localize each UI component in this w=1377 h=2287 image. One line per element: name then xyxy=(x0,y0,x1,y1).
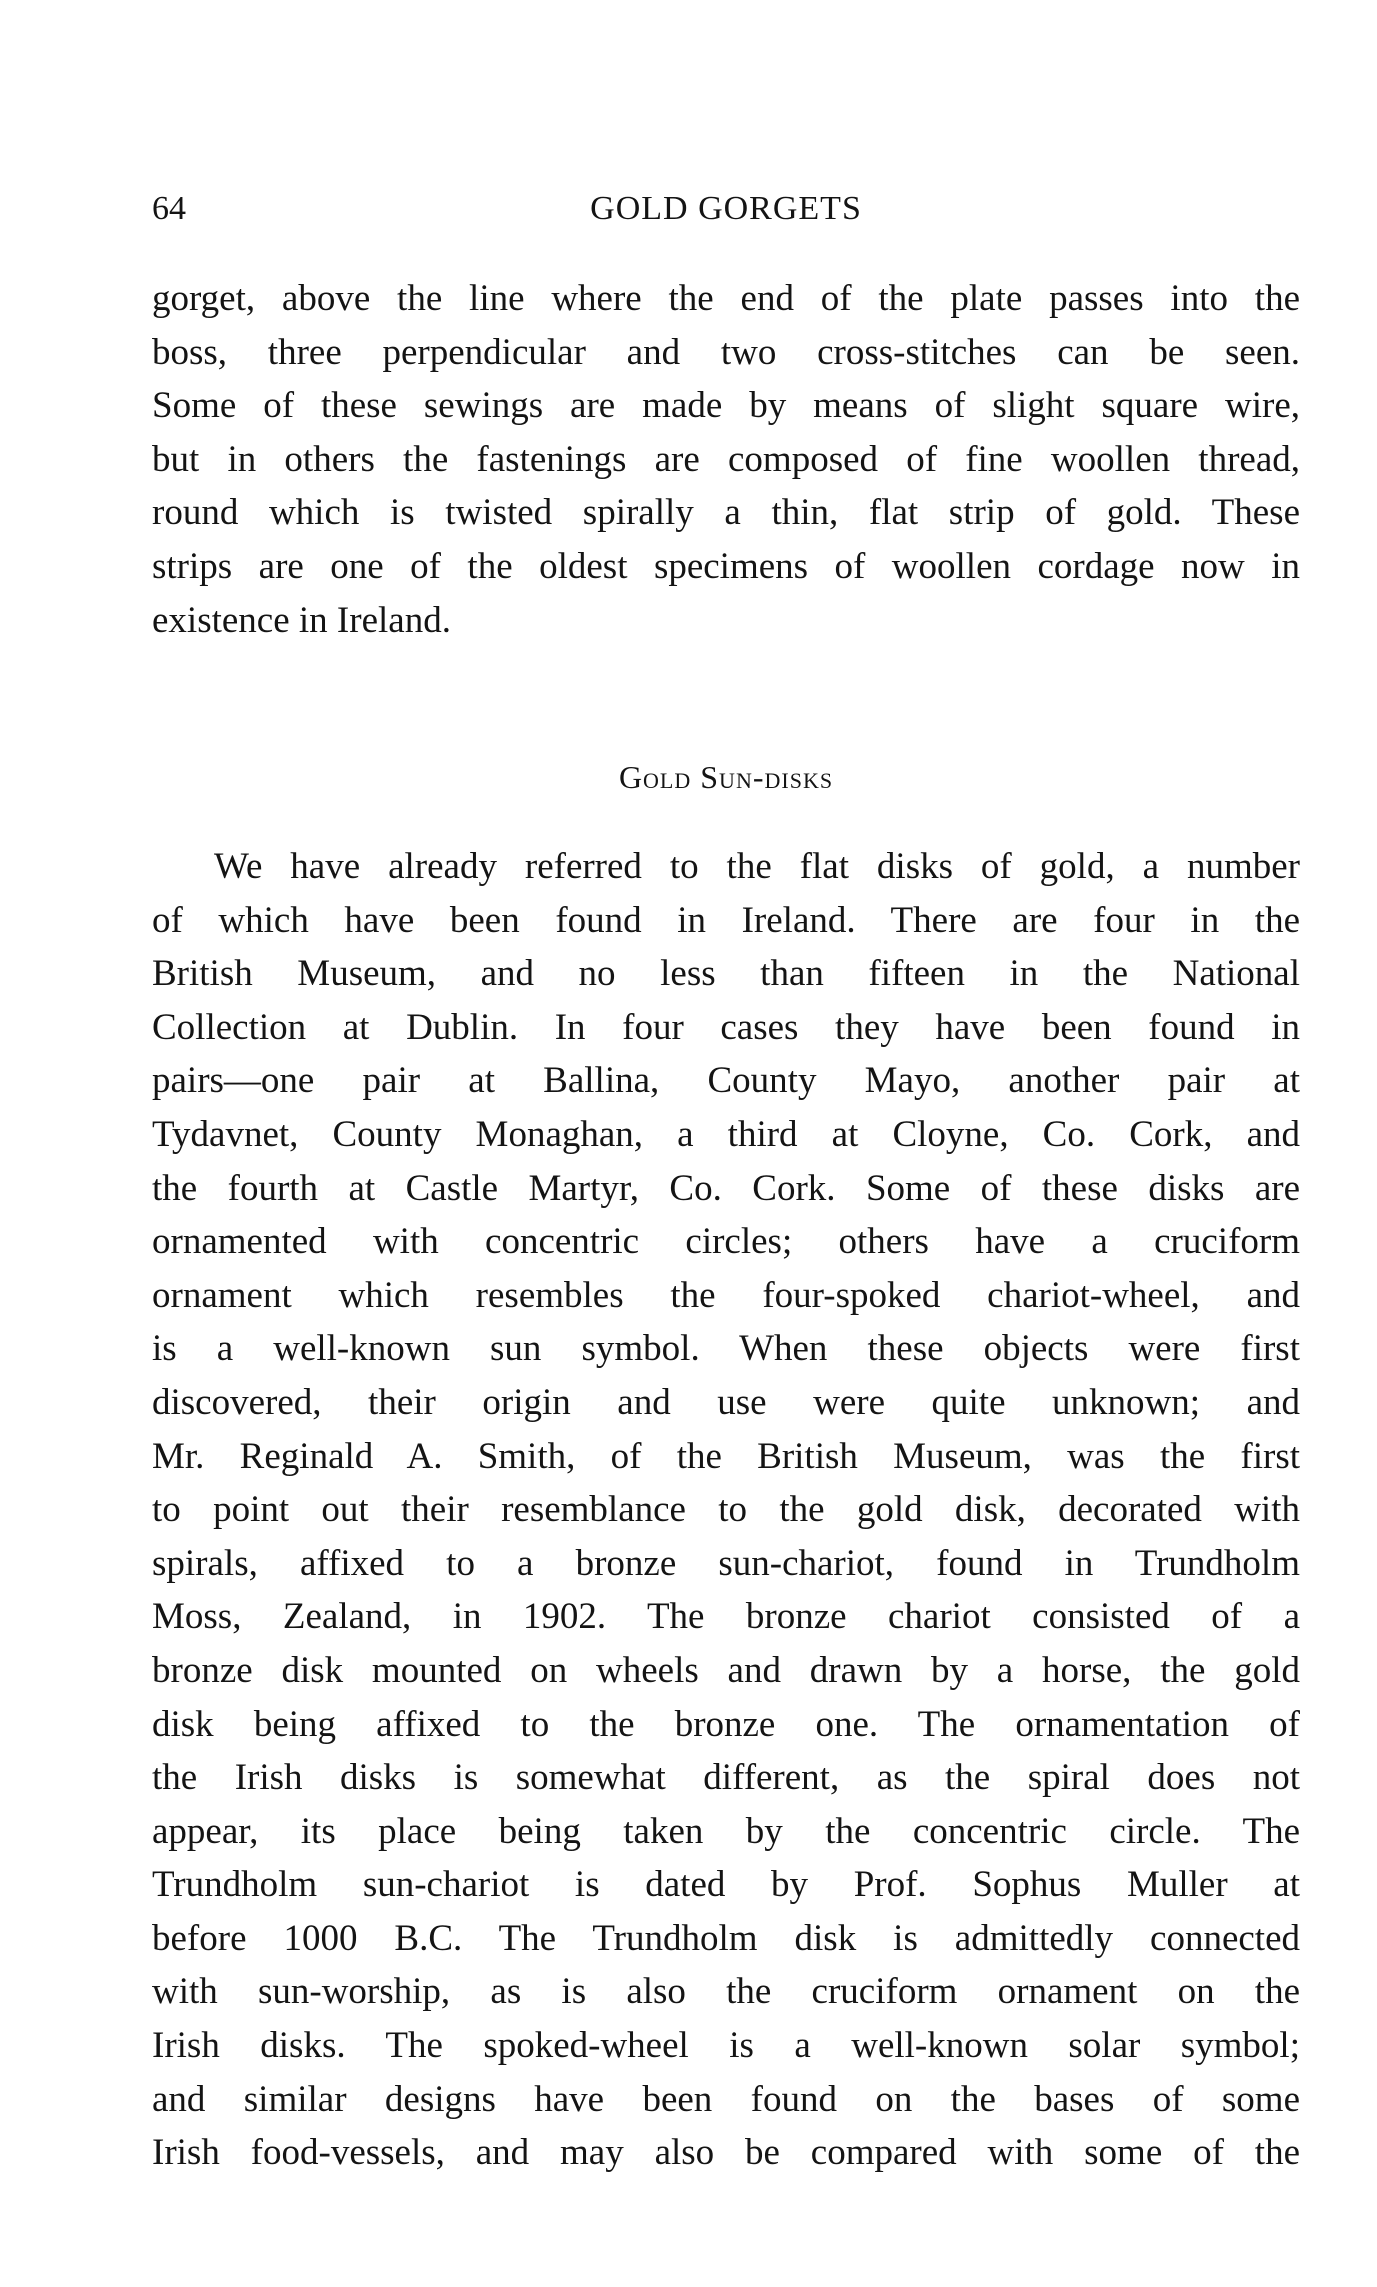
text-line: Irish disks. The spoked-wheel is a well-known solar symbol; xyxy=(152,2025,1300,2067)
running-title: GOLD GORGETS xyxy=(590,190,862,227)
text-line: Mr. Reginald A. Smith, of the British Museum, was the first xyxy=(152,1435,1300,1477)
paragraph-1 xyxy=(152,272,1300,647)
text-line: appear, its place being taken by the concentric circle. The xyxy=(152,1810,1300,1852)
text-line: bronze disk mounted on wheels and drawn by a horse, the gold xyxy=(152,1649,1300,1691)
text-line: We have already referred to the flat disks of gold, a number xyxy=(214,846,1300,887)
paragraph-2 xyxy=(152,840,1300,2180)
text-line: strips are one of the oldest specimens of woollen cordage now in xyxy=(152,545,1300,587)
text-line: Moss, Zealand, in 1902. The bronze chariot consisted of a xyxy=(152,1596,1300,1638)
text-line: round which is twisted spirally a thin, flat strip of gold. These xyxy=(152,492,1300,534)
text-line: ornament which resembles the four-spoked chariot-wheel, and xyxy=(152,1274,1300,1316)
text-line: to point out their resemblance to the gold disk, decorated with xyxy=(152,1489,1300,1531)
text-line: the fourth at Castle Martyr, Co. Cork. Some of these disks are xyxy=(152,1167,1300,1209)
text-line: boss, three perpendicular and two cross-stitches can be seen. xyxy=(152,331,1300,373)
text-line: of which have been found in Ireland. There are four in the xyxy=(152,899,1300,941)
text-line: existence in Ireland. xyxy=(152,599,451,641)
text-line: Tydavnet, County Monaghan, a third at Cloyne, Co. Cork, and xyxy=(152,1113,1300,1155)
text-line: with sun-worship, as is also the cruciform ornament on the xyxy=(152,1971,1300,2013)
text-line: Irish food-vessels, and may also be compared with some of the xyxy=(152,2132,1300,2174)
page-number: 64 xyxy=(152,190,186,227)
text-line: before 1000 B.C. The Trundholm disk is admittedly connected xyxy=(152,1917,1300,1959)
text-line: Some of these sewings are made by means of slight square wire, xyxy=(152,385,1300,427)
section-heading: Gold Sun-disks xyxy=(618,759,834,795)
text-line: discovered, their origin and use were quite unknown; and xyxy=(152,1381,1300,1423)
text-line: ornamented with concentric circles; others have a cruciform xyxy=(152,1221,1300,1263)
text-line: pairs—one pair at Ballina, County Mayo, another pair at xyxy=(152,1060,1300,1102)
text-line: spirals, affixed to a bronze sun-chariot, found in Trundholm xyxy=(152,1542,1300,1584)
text-line: the Irish disks is somewhat different, as the spiral does not xyxy=(152,1757,1300,1799)
text-line: but in others the fastenings are composed of fine woollen thread, xyxy=(152,438,1300,480)
text-line: and similar designs have been found on the bases of some xyxy=(152,2078,1300,2120)
text-line: British Museum, and no less than fifteen in the National xyxy=(152,953,1300,995)
text-line: Collection at Dublin. In four cases they have been found in xyxy=(152,1006,1300,1048)
text-line: gorget, above the line where the end of the plate passes into the xyxy=(152,278,1300,319)
text-line: disk being affixed to the bronze one. The ornamentation of xyxy=(152,1703,1300,1745)
text-line: is a well-known sun symbol. When these objects were first xyxy=(152,1328,1300,1370)
text-line: Trundholm sun-chariot is dated by Prof. Sophus Muller at xyxy=(152,1864,1300,1906)
running-head xyxy=(152,184,1300,234)
